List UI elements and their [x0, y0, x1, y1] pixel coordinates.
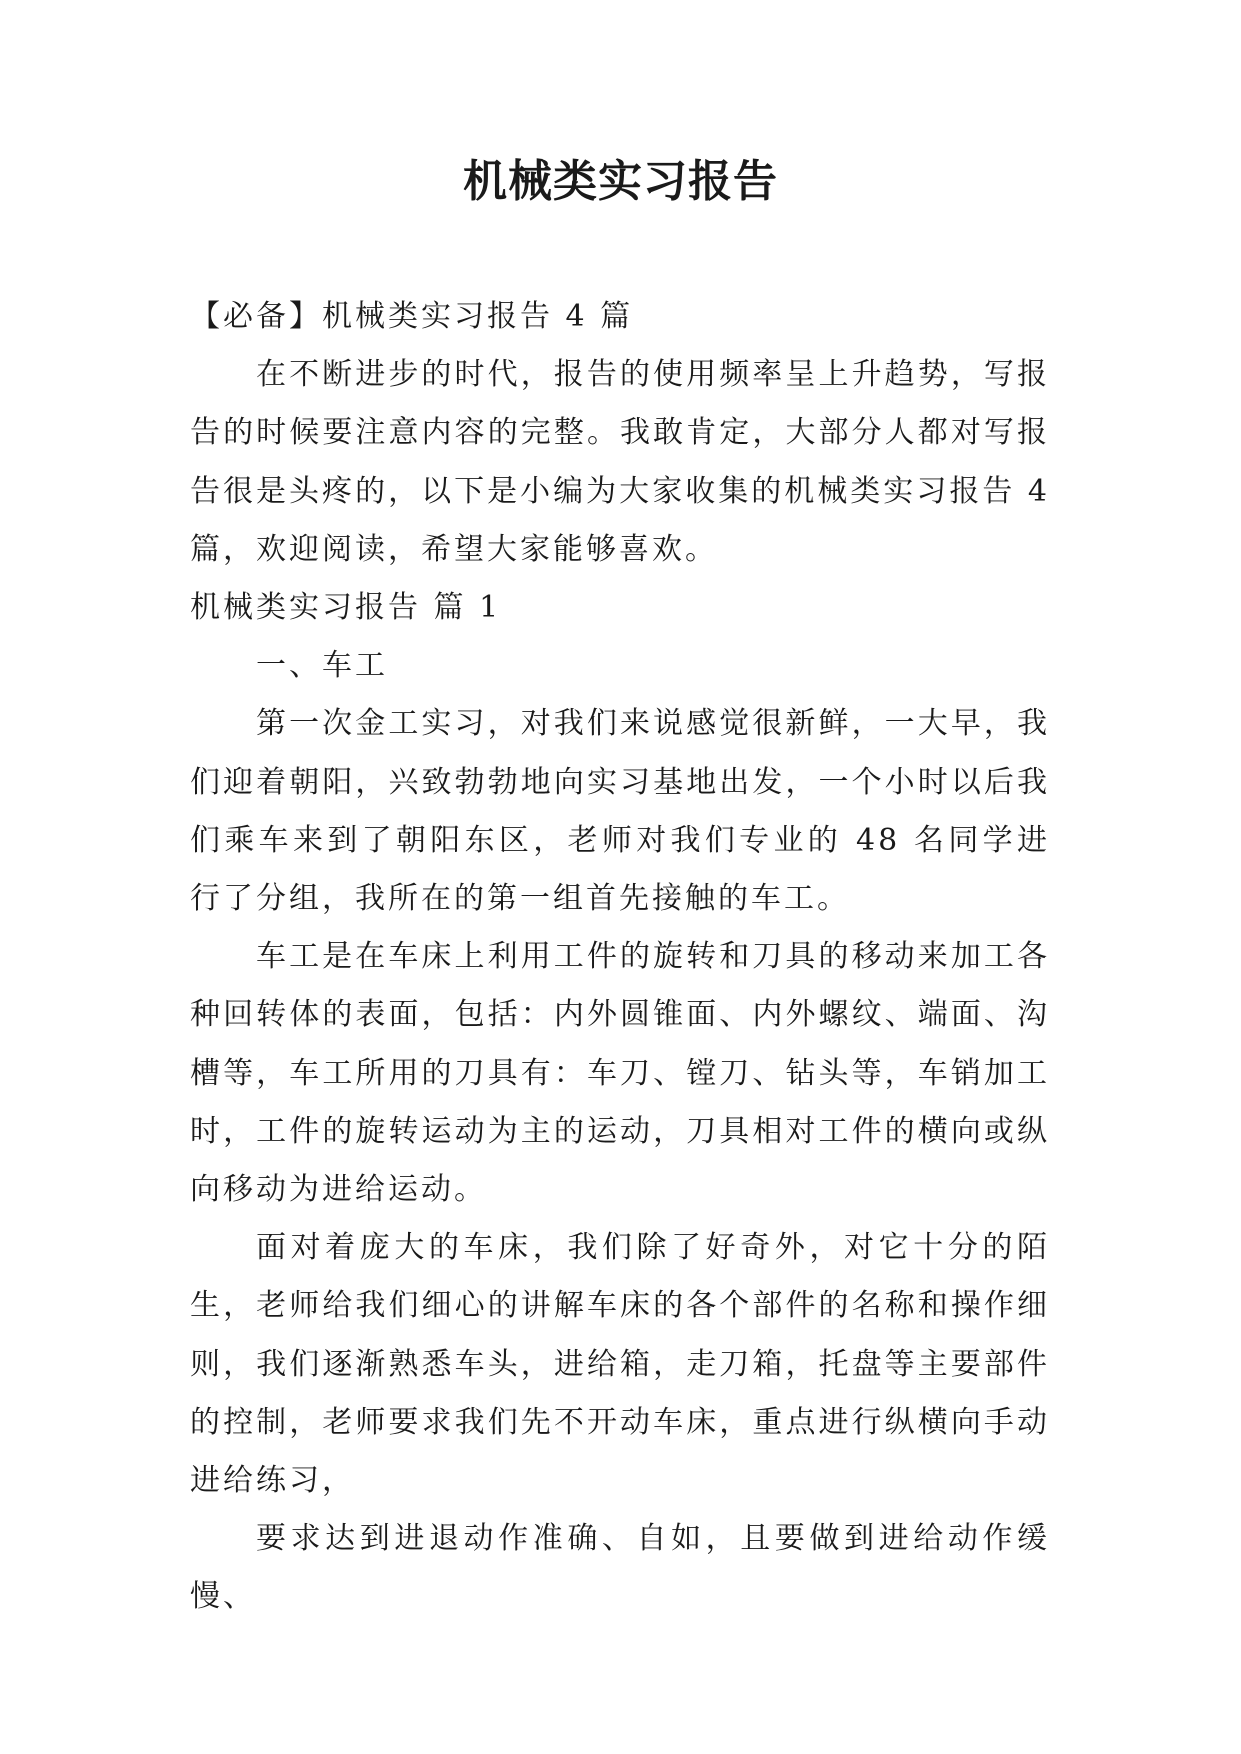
- paragraph: 面对着庞大的车床，我们除了好奇外，对它十分的陌生，老师给我们细心的讲解车床的各个部件的名称和操作细则，我们逐渐熟悉车头，进给箱，走刀箱，托盘等主要部件的控制，老师要求我们先不开动车床，重点进行纵横向手动进给练习，: [190, 1230, 1050, 1499]
- paragraph: 车工是在车床上利用工件的旋转和刀具的移动来加工各种回转体的表面，包括：内外圆锥面、内外螺纹、端面、沟槽等，车工所用的刀具有：车刀、镗刀、钻头等，车销加工时，工件的旋转运动为主的运动，刀具相对工件的横向或纵向移动为进给运动。: [190, 939, 1050, 1208]
- paragraph: 第一次金工实习，对我们来说感觉很新鲜，一大早，我们迎着朝阳，兴致勃勃地向实习基地出发，一个小时以后我们乘车来到了朝阳东区，老师对我们专业的 48 名同学进行了分组，我所在的第一组首先接触的车工。: [190, 706, 1050, 917]
- document-title: 机械类实习报告: [463, 156, 778, 207]
- section-heading: 机械类实习报告 篇 1: [190, 590, 502, 626]
- document-body: [190, 288, 1050, 1627]
- paragraph-intro: 在不断进步的时代，报告的使用频率呈上升趋势，写报告的时候要注意内容的完整。我敢肯定，大部分人都对写报告很是头疼的，以下是小编为大家收集的机械类实习报告 4 篇，欢迎阅读，希望大家能够喜欢。: [190, 357, 1050, 567]
- paragraph: 要求达到进退动作准确、自如，且要做到进给动作缓慢、: [190, 1521, 1050, 1615]
- subsection-heading: 一、车工: [256, 648, 388, 684]
- paragraph-subtitle: 【必备】机械类实习报告 4 篇: [190, 299, 634, 334]
